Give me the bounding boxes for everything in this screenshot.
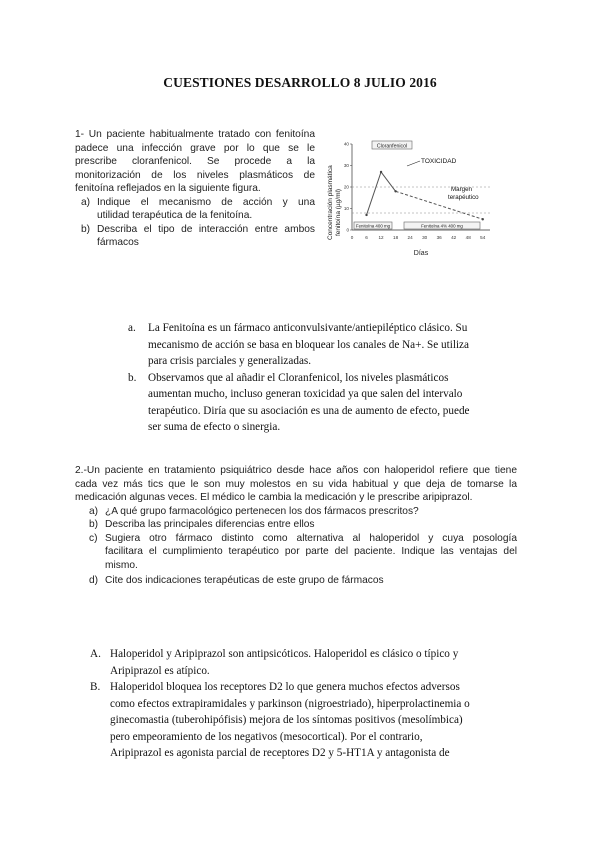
x-tick-label: 18: [393, 235, 399, 240]
answer-line: terapéutico. Diría que su asociación es una de aumento de efecto, puede: [148, 404, 470, 417]
x-tick-label: 0: [350, 235, 354, 240]
answer-line: como efectos extrapiramidales y parkinson (nigroestriado), hiperprolactinemia o: [110, 697, 470, 710]
y-tick-label: 10: [343, 206, 349, 212]
question-1-line: fenitoína reflejados en la siguiente figura.: [75, 183, 261, 194]
answer-2b: [90, 679, 510, 762]
question-1-line: padece una infección grave por lo que se le: [75, 142, 315, 154]
answer-line: mecanismo de acción se basa en bloquear los canales de Na+. Se utiliza: [148, 338, 469, 351]
series-segment: [381, 172, 396, 191]
y-tick-label: 30: [343, 163, 349, 169]
series-segment: [367, 172, 382, 215]
toxicity-pointer: [407, 161, 420, 166]
question-2-item-c: [75, 532, 517, 573]
phenytoin-plasma-figure: [318, 132, 498, 262]
answer-line: Observamos que al añadir el Cloranfenicol, los niveles plasmáticos: [148, 371, 449, 384]
item-marker: a): [89, 505, 99, 517]
item-line: Describa el tipo de interacción entre ambos: [97, 223, 315, 235]
answer-line: aumentan mucho, incluso generan toxicidad ya que salen del intervalo: [148, 388, 463, 400]
answer-line: para crisis parciales y generalizadas.: [148, 355, 312, 367]
answers-2: [90, 646, 510, 762]
answer-line: La Fenitoína es un fármaco anticonvulsivante/antiepiléptico clásico. Su: [148, 322, 468, 334]
item-marker: b): [81, 223, 91, 235]
x-tick-label: 24: [407, 235, 413, 240]
answer-1a: [128, 320, 508, 370]
x-axis-label: Días: [413, 250, 429, 257]
answer-marker: A.: [90, 648, 101, 660]
y-ticks: [344, 142, 352, 233]
item-line: facilitara el cumplimiento terapéutico por parte del paciente. Indique las ventajas del: [105, 546, 517, 557]
question-1-line: prescribe cloranfenicol. Se procede a la: [75, 156, 315, 167]
x-tick-label: 48: [465, 235, 471, 240]
answer-line: Aripiprazol es agonista parcial de receptores D2 y 5-HT1A y antagonista de: [110, 747, 450, 759]
item-line: Sugiera otro fármaco distinto como alternativa al haloperidol y cuya posología: [105, 532, 517, 544]
question-2-line: medicación algunas veces. El médico le cambia la medicación y le prescribe aripiprazol.: [75, 492, 473, 503]
item-marker: a): [81, 196, 91, 208]
y-axis-label-2: fenitoína (µg/ml): [335, 188, 342, 236]
answer-line: ginecomastia (tuberohipófisis) mejora de los síntomas positivos (mesolímbica): [110, 714, 463, 726]
question-1-line: monitorización de los niveles plasmáticos de: [75, 169, 315, 181]
answer-line: Haloperidol bloquea los receptores D2 lo que genera muchos efectos adversos: [110, 681, 460, 693]
x-tick-label: 54: [480, 235, 486, 240]
answer-marker: B.: [90, 681, 101, 693]
answer-2a: [90, 646, 510, 679]
cloranfenicol-label: Cloranfenicol: [376, 143, 408, 150]
page-title: CUESTIONES DESARROLLO 8 JULIO 2016: [163, 75, 437, 90]
x-tick-label: 30: [422, 235, 428, 240]
y-axis-label-1: Concentración plasmática: [327, 165, 334, 240]
toxicity-label: TOXICIDAD: [421, 158, 457, 165]
answer-line: Haloperidol y Aripiprazol son antipsicóticos. Haloperidol es clásico o típico y: [110, 648, 459, 660]
answer-line: pero empeoramiento de los negativos (mesocortical). Por el contrario,: [110, 730, 423, 743]
item-line: utilidad terapéutica de la fenitoína.: [97, 210, 253, 221]
answer-line: Aripiprazol es atípico.: [110, 664, 210, 677]
question-2-line: cada vez más tics que le son muy molestos en su vida habitual y que deja de tomarse la: [75, 478, 517, 490]
answer-marker: b.: [128, 371, 137, 384]
item-line: mismo.: [105, 559, 138, 571]
answer-1b: [128, 370, 508, 436]
phenytoin-box-left-label: Fenitoína 400 mg: [355, 223, 391, 229]
x-tick-label: 12: [378, 235, 384, 240]
question-1-line: 1- Un paciente habitualmente tratado con fenitoína: [75, 129, 315, 140]
item-marker: c): [89, 532, 98, 544]
question-2-item-b: [75, 518, 517, 532]
item-line: fármacos: [97, 237, 139, 248]
item-marker: d): [89, 575, 99, 586]
y-tick-label: 0: [346, 227, 349, 233]
series-point: [394, 190, 396, 192]
question-2-line: 2.-Un paciente en tratamiento psiquiátrico desde hace años con haloperidol refiere que tiene: [75, 465, 517, 476]
x-tick-label: 36: [436, 235, 442, 240]
x-tick-label: 6: [365, 235, 368, 240]
series-point: [380, 171, 382, 173]
margin-label-1: Margen: [451, 186, 472, 193]
y-tick-label: 20: [343, 184, 349, 190]
question-2-item-a: [75, 505, 517, 519]
answer-line: ser suma de efecto o sinergia.: [148, 421, 281, 433]
phenytoin-box-right-label: Fenitoína 4% 400 mg: [421, 223, 463, 229]
series-point: [482, 218, 484, 220]
answers-1: [128, 320, 508, 436]
margin-label-2: terapéutico: [448, 194, 479, 201]
question-2: [75, 464, 517, 588]
x-tick-label: 42: [451, 235, 457, 240]
y-tick-label: 40: [343, 141, 349, 147]
item-line: Describa las principales diferencias entre ellos: [105, 519, 315, 530]
item-line: Indique el mecanismo de acción y una: [97, 196, 315, 208]
question-1-item-b: [75, 223, 315, 250]
x-ticks: [351, 235, 486, 240]
series-point: [365, 214, 367, 216]
item-line: ¿A qué grupo farmacológico pertenecen los dos fármacos prescritos?: [105, 505, 419, 517]
question-1: [75, 128, 315, 250]
answer-marker: a.: [128, 322, 136, 334]
item-line: Cite dos indicaciones terapéuticas de este grupo de fármacos: [105, 575, 384, 586]
question-1-item-a: [75, 196, 315, 223]
question-2-item-d: [75, 574, 517, 588]
item-marker: b): [89, 519, 99, 530]
